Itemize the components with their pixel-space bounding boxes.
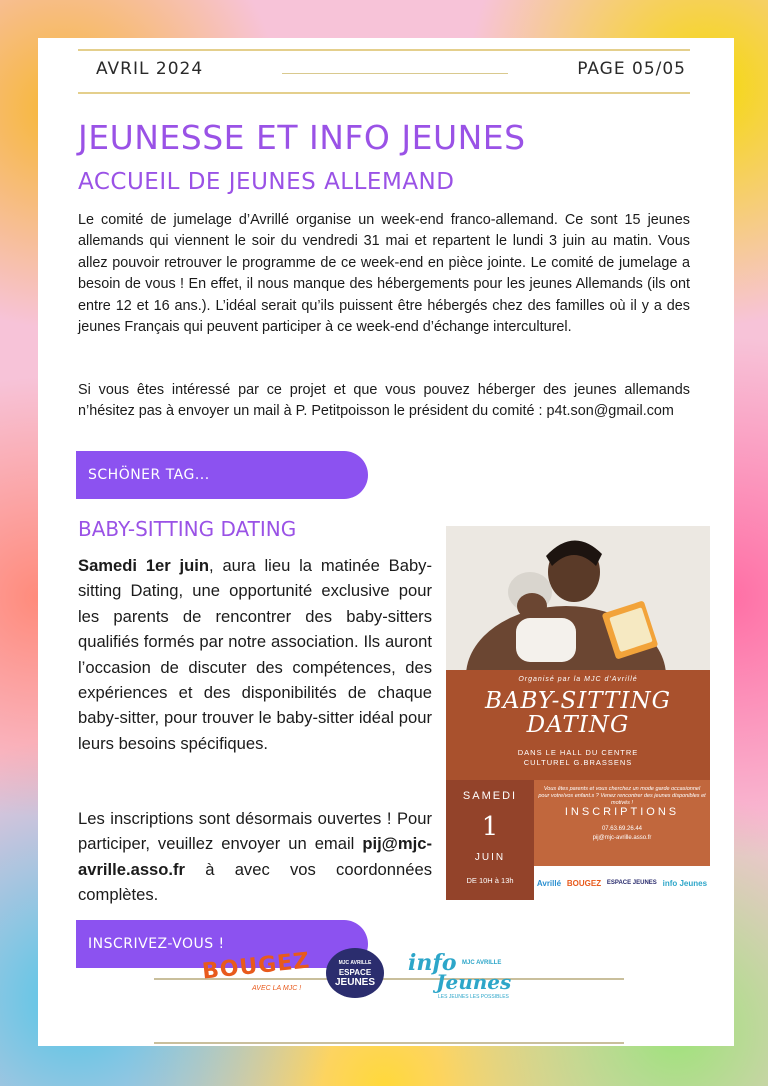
header-page-number: PAGE 05/05 <box>577 59 686 79</box>
info-jeunes-tagline: LES JEUNES LES POSSIBLES <box>438 994 509 1000</box>
register-button[interactable]: INSCRIVEZ-VOUS ! <box>76 920 368 968</box>
flyer-title-line-1: BABY-SITTING <box>485 688 671 714</box>
baby-sitting-paragraph-1-text: , aura lieu la matinée Baby-sitting Dating, une opportunité exclusive pour les parents de rencontrer des baby-sitters qualifiés formés par notre association. Ils auront l’occasion de discuter des compétences, des expériences et des disponibilités de chaque baby-sitter, pour trouver le baby-sitter idéal pour leurs besoins spécifiques. <box>78 556 432 753</box>
flyer-month: JUIN <box>474 852 506 863</box>
flyer-email: pij@mjc-avrille.asso.fr <box>592 835 652 841</box>
info-jeunes-mjc-label: MJC AVRILLE <box>462 960 502 966</box>
footer-bottom-rule <box>154 1042 624 1044</box>
section-heading-baby-sitting: BABY-SITTING DATING <box>78 517 297 541</box>
baby-sitting-flyer <box>446 526 710 900</box>
info-jeunes-mini-logo: info Jeunes <box>662 878 708 888</box>
registration-email-link[interactable]: pij@mjc-avrille.asso.fr <box>78 834 432 879</box>
flyer-title-panel <box>446 670 710 780</box>
baby-sitting-paragraph-2 <box>78 806 432 908</box>
father-reading-to-baby-photo <box>446 526 710 670</box>
header-top-rule <box>78 49 690 51</box>
bougez-logo-tagline: AVEC LA MJC ! <box>252 985 302 992</box>
newsletter-page <box>38 38 734 1046</box>
flyer-date-panel <box>446 780 534 900</box>
section-heading-german-youth: ACCUEIL DE JEUNES ALLEMAND <box>78 169 455 195</box>
flyer-location-line-1: DANS LE HALL DU CENTRE <box>517 748 639 757</box>
registration-text-end: à avec vos coordonnées complètes. <box>78 859 432 905</box>
schoner-tag-button[interactable]: SCHÖNER TAG... <box>76 451 368 499</box>
flyer-hours: DE 10H à 13h <box>466 876 514 885</box>
header-date: AVRIL 2024 <box>96 59 204 79</box>
bougez-mini-logo: BOUGEZ <box>566 878 602 888</box>
flyer-phone: 07.63.69.26.44 <box>601 826 643 832</box>
flyer-registration-intro: Vous êtes parents et vous cherchez un mode garde occasionnel pour votre/vos enfant.s ? Venez rencontrer des jeunes disponibles et motivés ! <box>538 786 706 806</box>
espace-jeunes-word-1: ESPACE <box>338 968 372 977</box>
header-bottom-rule <box>78 92 690 94</box>
flyer-registration-panel <box>534 780 710 866</box>
flyer-title-line-2: DATING <box>526 712 630 738</box>
flyer-day-number: 1 <box>481 812 499 842</box>
info-jeunes-logo: info <box>408 950 457 976</box>
german-youth-paragraph-2: Si vous êtes intéressé par ce projet et que vous pouvez héberger des jeunes allemands n’hésitez pas à envoyer un mail à P. Petitpoisson le président du comité : p4t.son@gmail.com <box>78 382 690 420</box>
avrille-logo: Avrillé <box>536 878 562 888</box>
event-date-bold: Samedi 1er juin <box>78 556 210 575</box>
flyer-day: SAMEDI <box>462 790 518 802</box>
registration-text-start: Les inscriptions sont désormais ouvertes ! Pour participer, veuillez envoyer un email <box>78 809 432 854</box>
espace-jeunes-mjc: MJC AVRILLE <box>338 960 372 966</box>
espace-jeunes-word-2: JEUNES <box>334 977 375 988</box>
flyer-logo-strip <box>534 866 710 900</box>
header-middle-rule <box>282 73 508 74</box>
baby-sitting-paragraph-1 <box>78 553 432 756</box>
flyer-location-line-2: CULTUREL G.BRASSENS <box>523 758 633 767</box>
bougez-logo: BOUGEZ <box>200 948 312 985</box>
espace-jeunes-mini-logo: ESPACE JEUNES <box>606 880 657 886</box>
espace-jeunes-logo <box>326 948 384 998</box>
info-jeunes-logo-word: Jeunes <box>436 970 512 994</box>
flyer-registration-heading: INSCRIPTIONS <box>564 806 680 818</box>
german-youth-paragraph-1: Le comité de jumelage d’Avrillé organise un week-end franco-allemand. Ce sont 15 jeunes allemands qui viennent le soir du vendredi 31 mai et repartent le lundi 3 juin au matin. Vous allez pouvoir retrouver le programme de ce week-end en pièce jointe. Le comité de jumelage a besoin de vous ! En effet, il nous manque des hébergements pour les jeunes Allemands (ils ont entre 12 et 16 ans.). L’idéal serait qu’ils puissent être hébergés chez des familles où il y a des jeunes Français qui peuvent participer à ce week-end d’échange interculturel. <box>78 212 690 336</box>
flyer-organizer: Organisé par la MJC d'Avrillé <box>518 676 638 683</box>
page-title: JEUNESSE ET INFO JEUNES <box>78 118 526 157</box>
